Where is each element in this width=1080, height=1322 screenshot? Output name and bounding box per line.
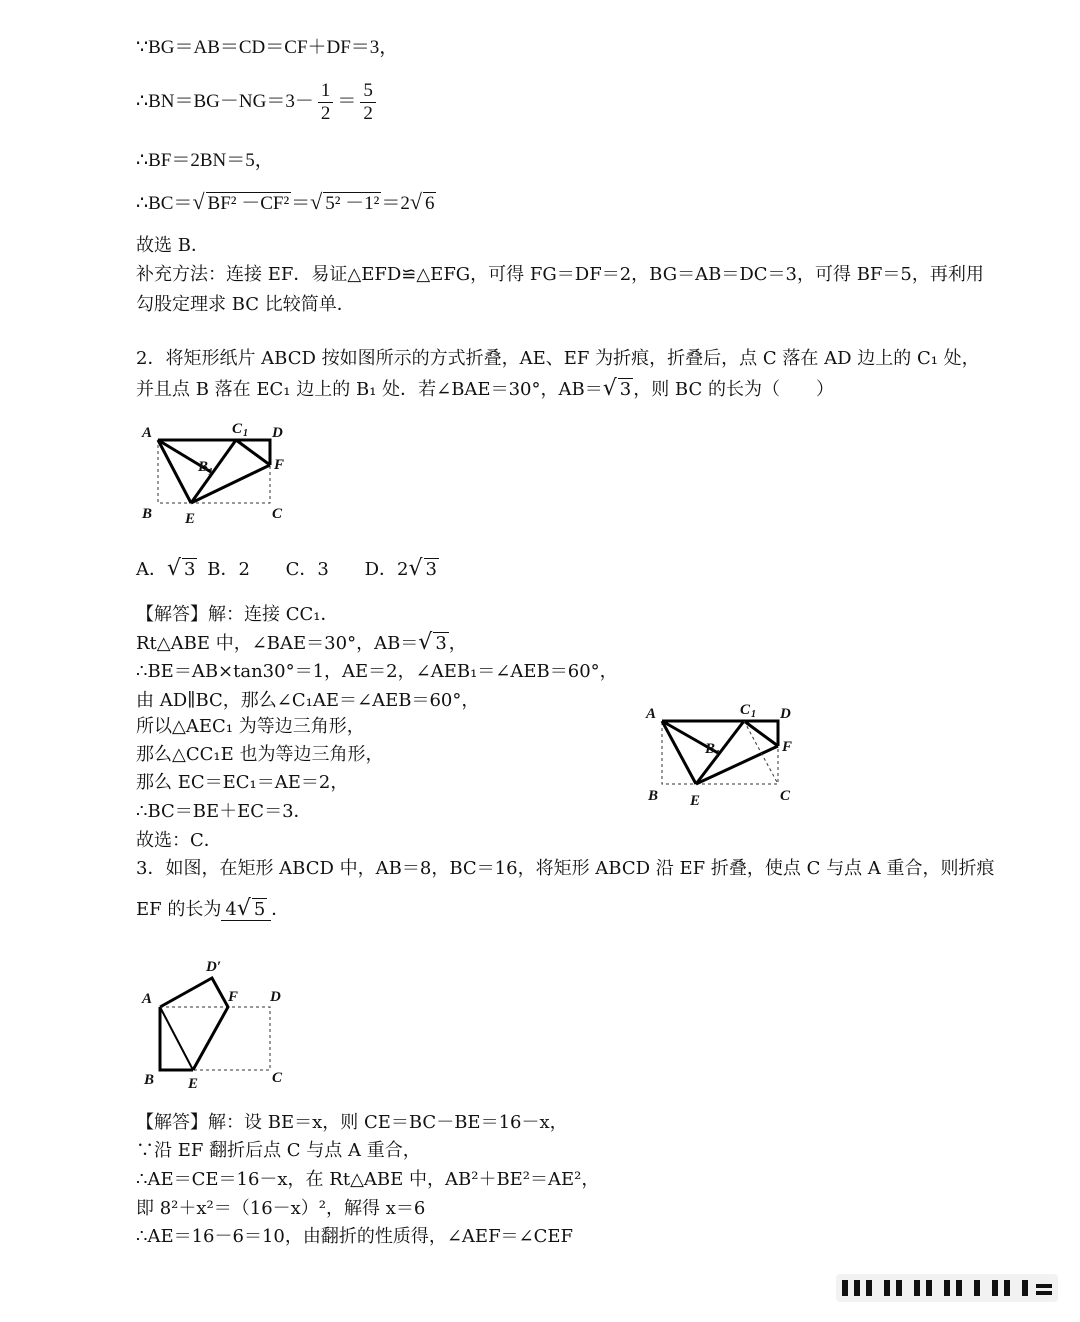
label-d-prime: D′ <box>206 959 222 975</box>
scroll-bar-tick <box>1036 1291 1052 1295</box>
scroll-bar-tick <box>974 1280 980 1296</box>
sqrt-symbol: √ <box>408 556 423 581</box>
scroll-bar-tick <box>956 1280 962 1296</box>
proof-line-2-left: ∴BN＝BG－NG＝3－ <box>136 90 314 112</box>
option-a-radicand: 3 <box>184 559 196 580</box>
label-b1: B <box>198 459 209 475</box>
scroll-bar-tick <box>896 1280 902 1296</box>
answer-coefficient: 4 <box>225 899 237 920</box>
q3-solution-2: ∵沿 EF 翻折后点 C 与点 A 重合， <box>136 1140 421 1161</box>
label-c1: C <box>740 702 751 718</box>
scroll-bar-tick <box>914 1280 920 1296</box>
option-b: B．2 <box>207 559 250 580</box>
label-f: F <box>228 989 239 1005</box>
q2-figure <box>136 415 296 530</box>
q2-solution-figure <box>640 696 810 811</box>
q2-stem-text-end: ，则 BC 的长为（ ） <box>633 379 834 400</box>
q2-solution-7: 那么 EC＝EC₁＝AE＝2， <box>136 772 349 793</box>
sqrt-symbol: √ <box>167 556 182 581</box>
label-d: D <box>270 989 281 1005</box>
label-a: A <box>142 991 153 1007</box>
q2-solution-2-end: ， <box>448 633 467 654</box>
q2-solution-4: 由 AD∥BC，那么∠C₁AE＝∠AEB＝60°， <box>136 690 480 711</box>
option-a-label: A． <box>136 559 167 580</box>
scroll-bar-tick <box>1022 1280 1028 1296</box>
scroll-bar-tick <box>1004 1280 1010 1296</box>
label-a: A <box>142 425 153 441</box>
proof-line-1: ∵BG＝AB＝CD＝CF＋DF＝3， <box>136 37 399 58</box>
label-b1-sub: 1 <box>715 749 720 760</box>
fraction-numerator: 1 <box>318 80 334 103</box>
radicand-bf-cf: BF² －CF² <box>207 193 290 214</box>
label-b: B <box>648 788 659 804</box>
q3-stem-line-1: 3．如图，在矩形 ABCD 中，AB＝8，BC＝16，将矩形 ABCD 沿 EF 折叠，使点 C 与点 A 重合，则折痕 <box>136 858 995 879</box>
fraction-denominator: 2 <box>320 103 331 124</box>
q2-solution-8: ∴BC＝BE＋EC＝3． <box>136 801 312 822</box>
sqrt-symbol: √ <box>310 189 323 214</box>
radicand-6: 6 <box>424 193 435 214</box>
label-a: A <box>646 706 657 722</box>
q3-figure <box>136 950 296 1090</box>
option-d-radicand: 3 <box>425 559 437 580</box>
radicand-3: 3 <box>619 379 632 400</box>
folded-flap-ad-prime-f <box>160 978 228 1070</box>
sqrt-symbol: √ <box>409 189 422 214</box>
q3-stem-line-2 <box>136 898 289 921</box>
equals-two: ＝2 <box>381 193 410 214</box>
label-e: E <box>188 1076 199 1090</box>
q3-solution-4: 即 8²＋x²＝（16－x）²，解得 x＝6 <box>136 1198 426 1219</box>
sqrt-symbol: √ <box>602 376 617 401</box>
label-c1-sub: 1 <box>751 709 756 720</box>
scroll-bar-tick <box>944 1280 950 1296</box>
q2-stem-line-2 <box>136 378 834 401</box>
fraction-numerator: 5 <box>360 80 376 103</box>
label-b: B <box>142 506 153 522</box>
q2-solution-1: 【解答】解：连接 CC₁． <box>136 604 339 625</box>
radicand-3: 3 <box>435 633 447 654</box>
q2-solution-5: 所以△AEC₁ 为等边三角形， <box>136 716 365 737</box>
label-b: B <box>144 1072 155 1088</box>
answer-radicand: 5 <box>253 899 266 920</box>
equals-sign: ＝ <box>291 193 311 214</box>
label-f: F <box>782 739 793 755</box>
label-c: C <box>272 506 283 522</box>
fraction-five-halves <box>360 80 376 125</box>
supplement-line-1: 补充方法：连接 EF．易证△EFD≌△EFG，可得 FG＝DF＝2，BG＝AB＝DC＝3，可得 BF＝5，再利用 <box>136 264 984 285</box>
label-d: D <box>780 706 791 722</box>
scroll-bar-tick <box>992 1280 998 1296</box>
scroll-bar-tick <box>926 1280 932 1296</box>
q3-answer <box>221 896 271 921</box>
q3-solution-3: ∴AE＝CE＝16－x，在 Rt△ABE 中，AB²＋BE²＝AE²， <box>136 1169 600 1190</box>
label-c1: C <box>232 421 243 437</box>
proof-line-4 <box>136 191 436 215</box>
q3-stem-text: EF 的长为 <box>136 899 222 920</box>
edge-ec1 <box>696 721 744 784</box>
edge-c1f <box>236 440 270 465</box>
label-c: C <box>272 1070 283 1086</box>
scroll-bar-tick <box>854 1280 860 1296</box>
scroll-bar-tick <box>842 1280 848 1296</box>
scroll-bar-tick <box>1036 1284 1052 1288</box>
q3-solution-1: 【解答】解：设 BE＝x，则 CE＝BC－BE＝16－x， <box>136 1112 568 1133</box>
q2-stem-line-1: 2．将矩形纸片 ABCD 按如图所示的方式折叠，AE、EF 为折痕，折叠后，点 C 落在 AD 边上的 C₁ 处， <box>136 348 980 369</box>
fraction-denominator: 2 <box>363 103 373 124</box>
proof-line-2 <box>136 80 380 125</box>
proof-line-3: ∴BF＝2BN＝5， <box>136 150 274 171</box>
segment-ae <box>160 1007 193 1070</box>
label-c1-sub: 1 <box>243 428 248 439</box>
fraction-one-half <box>318 80 334 125</box>
edge-c1f <box>744 721 778 746</box>
label-b1-sub: 1 <box>208 467 213 478</box>
q2-solution-9: 故选：C． <box>136 830 222 851</box>
sqrt-symbol: √ <box>236 896 251 921</box>
option-c: C．3 <box>285 559 329 580</box>
sqrt-symbol: √ <box>418 630 433 655</box>
option-d-label: D．2 <box>364 559 409 580</box>
label-b1: B <box>705 741 716 757</box>
q3-stem-end: ． <box>271 899 290 920</box>
q2-solution-2-text: Rt△ABE 中，∠BAE＝30°，AB＝ <box>136 633 419 654</box>
radicand-5-1: 5² －1² <box>325 193 380 214</box>
scroll-indicator[interactable] <box>836 1274 1058 1302</box>
q2-solution-2 <box>136 632 467 655</box>
label-e: E <box>690 793 701 809</box>
q2-solution-6: 那么△CC₁E 也为等边三角形， <box>136 744 384 765</box>
q3-solution-5: ∴AE＝16－6＝10，由翻折的性质得，∠AEF＝∠CEF <box>136 1226 574 1247</box>
q2-options <box>136 558 439 581</box>
choose-b: 故选 B． <box>136 235 209 256</box>
label-d: D <box>272 425 283 441</box>
label-c: C <box>780 788 791 804</box>
supplement-line-2: 勾股定理求 BC 比较简单． <box>136 294 355 315</box>
equals-sign: ＝ <box>337 90 357 112</box>
sqrt-symbol: √ <box>192 189 205 214</box>
q2-stem-text: 并且点 B 落在 EC₁ 边上的 B₁ 处．若∠BAE＝30°，AB＝ <box>136 379 603 400</box>
proof-line-4-left: ∴BC＝ <box>136 193 193 214</box>
label-f: F <box>274 457 285 473</box>
q2-solution-3: ∴BE＝AB×tan30°＝1，AE＝2，∠AEB₁＝∠AEB＝60°， <box>136 661 618 682</box>
label-e: E <box>185 511 196 527</box>
scroll-bar-tick <box>866 1280 872 1296</box>
scroll-bar-tick <box>884 1280 890 1296</box>
